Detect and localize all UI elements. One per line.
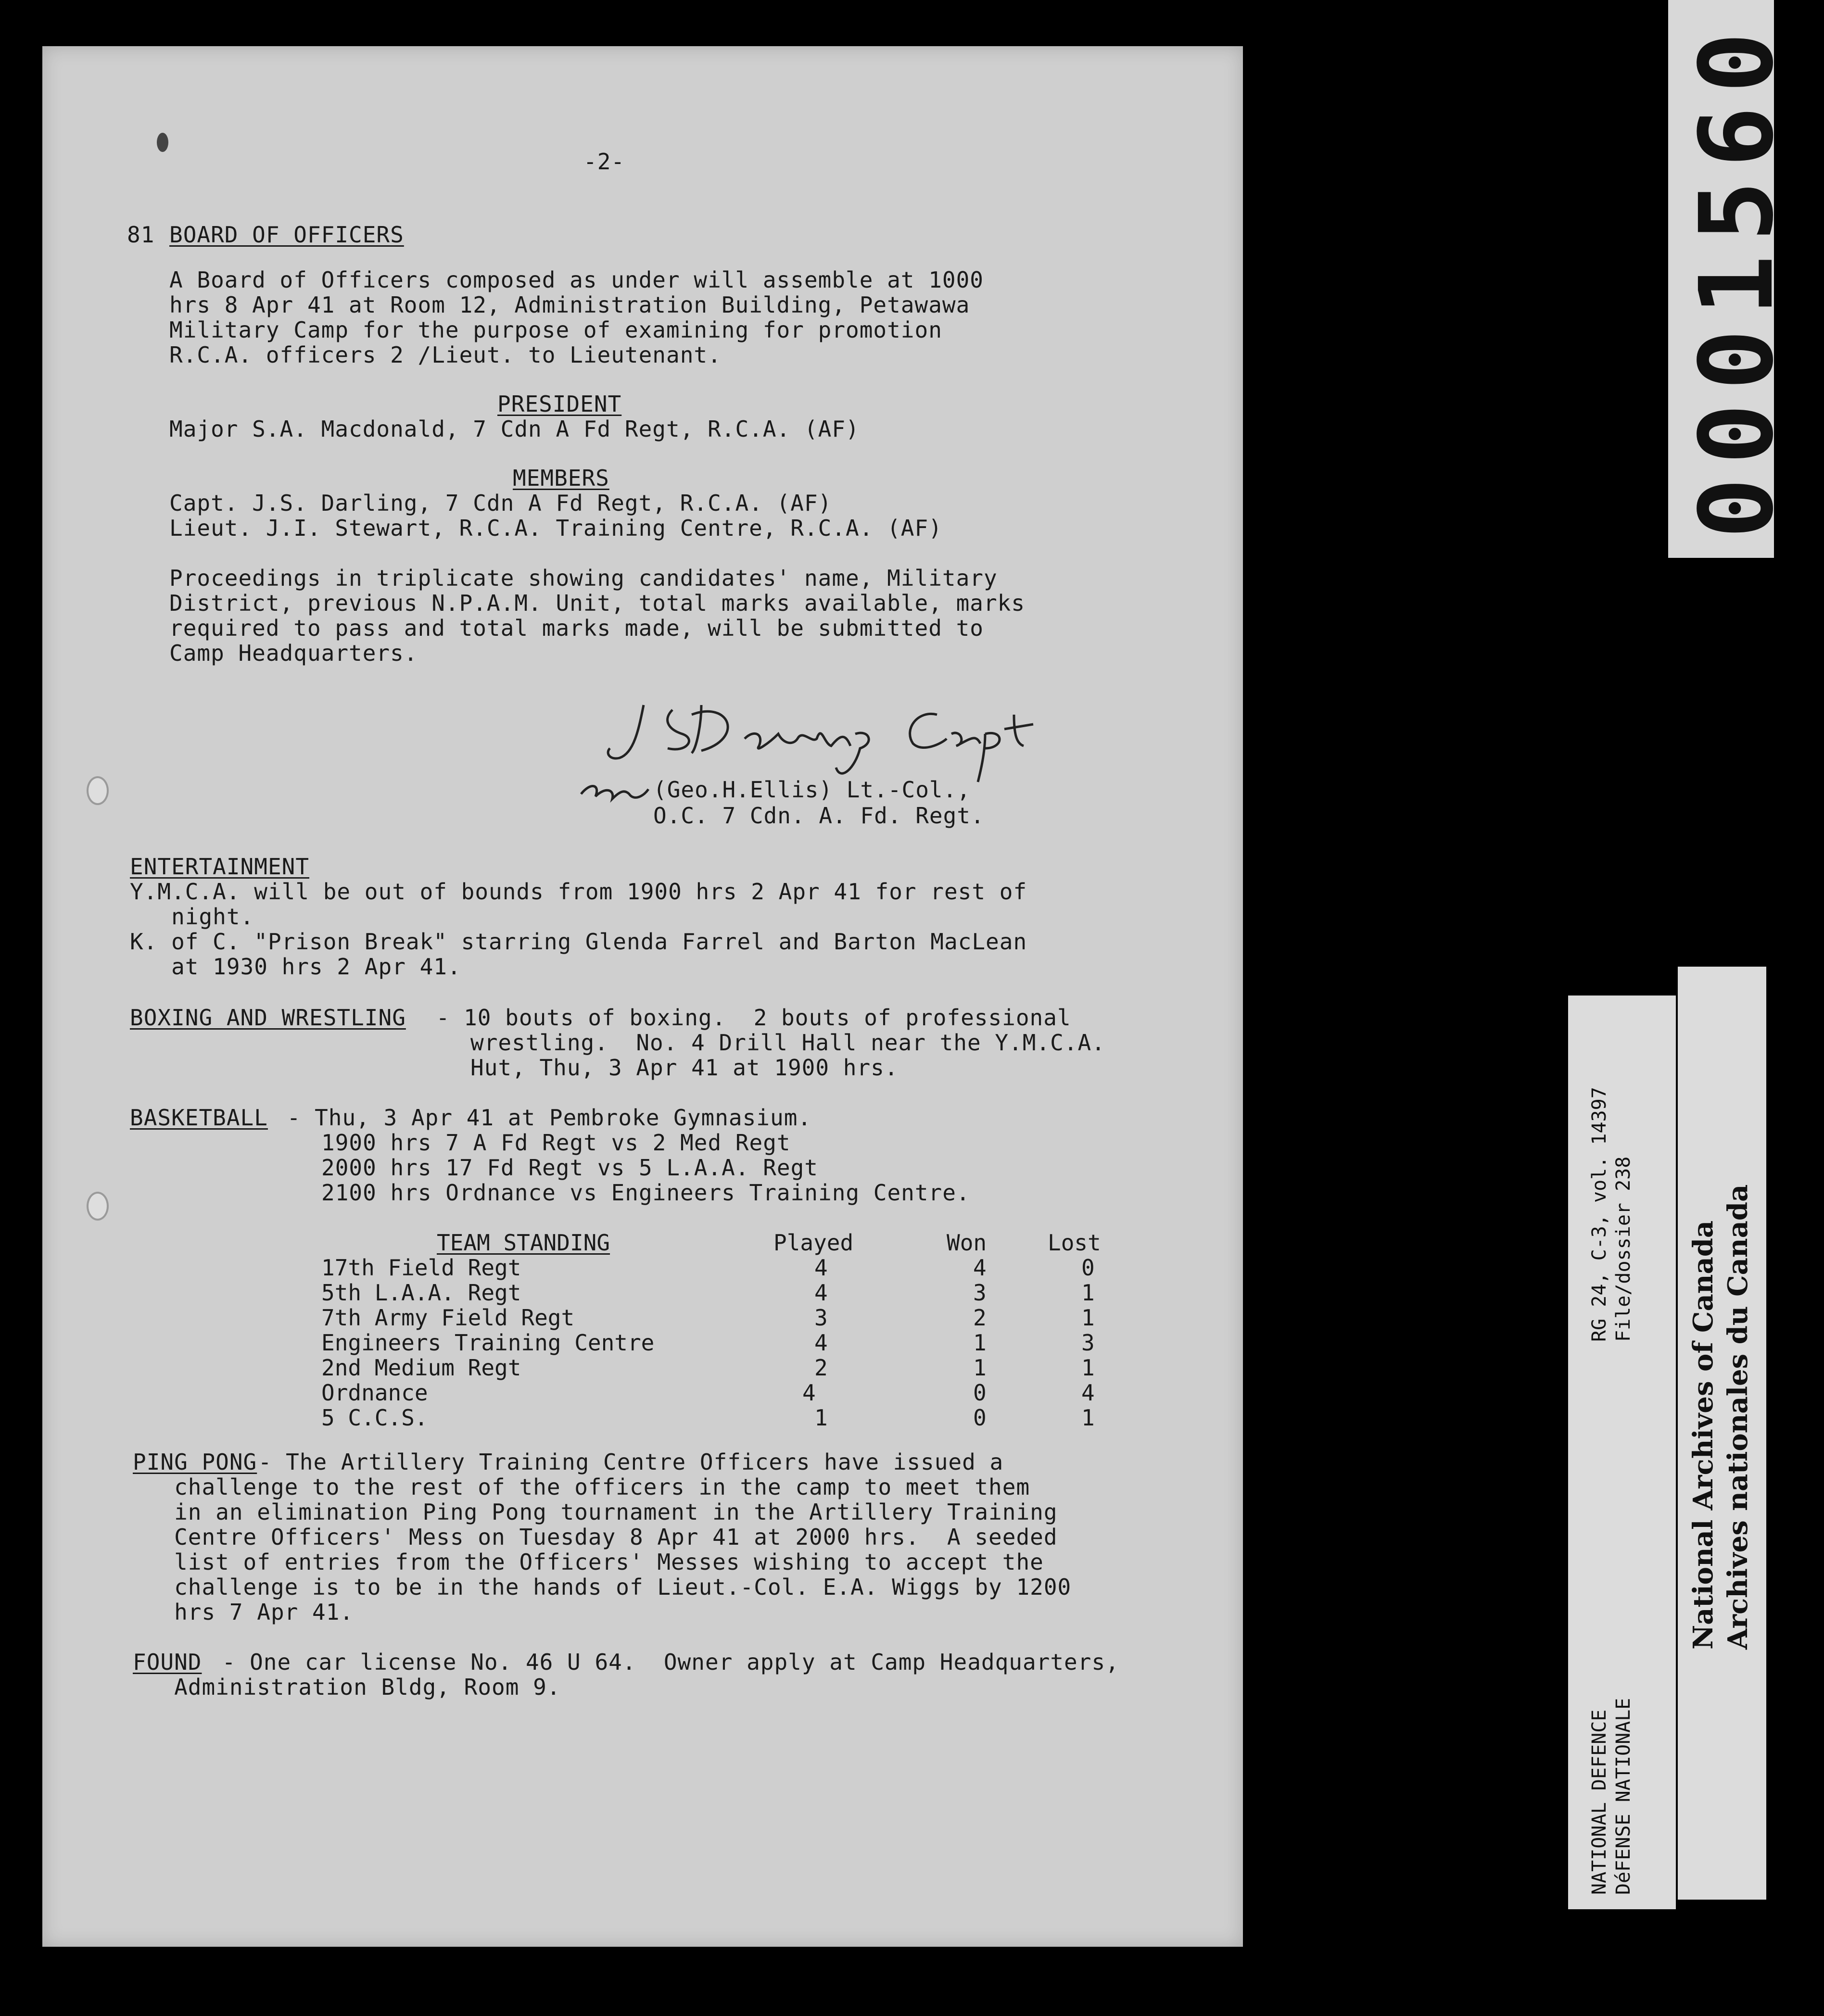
played-value: 4 [814, 1330, 828, 1356]
played-value: 2 [814, 1355, 828, 1381]
boxing-heading: BOXING AND WRESTLING [130, 1005, 406, 1031]
basketball-line: - Thu, 3 Apr 41 at Pembroke Gymnasium. [273, 1105, 812, 1131]
played-value: 4 [814, 1255, 828, 1281]
team-name: 17th Field Regt [321, 1255, 521, 1281]
archives-line: Archives nationales du Canada [1722, 1184, 1754, 1650]
lost-value: 4 [1081, 1380, 1095, 1406]
reference-line: File/dossier 238 [1612, 1156, 1634, 1342]
punch-hole-top [87, 776, 109, 805]
frame-number: 0001560 [1678, 18, 1796, 539]
board-line: hrs 8 Apr 41 at Room 12, Administration Building, Petawawa [169, 292, 970, 318]
entertainment-line: night. [130, 904, 254, 930]
signature-line: O.C. 7 Cdn. A. Fd. Regt. [653, 803, 985, 829]
board-line: A Board of Officers composed as under will assemble at 1000 [169, 267, 984, 293]
department-line: DéFENSE NATIONALE [1612, 1698, 1634, 1895]
page-number: -2- [583, 149, 625, 175]
lost-value: 0 [1081, 1255, 1095, 1281]
signature-line: (Geo.H.Ellis) Lt.-Col., [653, 777, 971, 803]
board-line: Military Camp for the purpose of examining for promotion [169, 317, 942, 343]
member-entry: Capt. J.S. Darling, 7 Cdn A Fd Regt, R.C.A. (AF) [169, 490, 832, 516]
standing-heading: TEAM STANDING [437, 1230, 610, 1256]
ping-pong-heading: PING PONG [133, 1449, 257, 1475]
found-line: Administration Bldg, Room 9. [133, 1674, 561, 1700]
ping-pong-line: challenge is to be in the hands of Lieut.-Col. E.A. Wiggs by 1200 [133, 1574, 1072, 1600]
entertainment-line: K. of C. "Prison Break" starring Glenda Farrel and Barton MacLean [130, 929, 1027, 955]
proceedings-line: Proceedings in triplicate showing candidates' name, Military [169, 565, 998, 591]
found-heading: FOUND [133, 1649, 202, 1675]
won-value: 0 [973, 1405, 987, 1431]
played-value: 4 [802, 1380, 816, 1406]
table-header-row [321, 1230, 1187, 1255]
item-number: 81 [127, 222, 155, 248]
found-line: - One car license No. 46 U 64. Owner apply at Camp Headquarters, [208, 1649, 1119, 1675]
table-row [321, 1280, 1187, 1305]
ping-pong-line: hrs 7 Apr 41. [133, 1599, 354, 1625]
won-value: 4 [973, 1255, 987, 1281]
frame-number-strip [1668, 0, 1796, 558]
team-name: 7th Army Field Regt [321, 1305, 575, 1331]
entertainment-heading: ENTERTAINMENT [130, 854, 310, 880]
proceedings-line: required to pass and total marks made, will be submitted to [169, 615, 984, 641]
reference-label [1568, 995, 1676, 1909]
proceedings-line: District, previous N.P.A.M. Unit, total marks available, marks [169, 590, 1026, 616]
col-lost: Lost [1048, 1230, 1101, 1256]
boxing-line: Hut, Thu, 3 Apr 41 at 1900 hrs. [470, 1055, 899, 1081]
col-played: Played [773, 1230, 854, 1256]
page-mark [157, 133, 168, 152]
lost-value: 3 [1081, 1330, 1095, 1356]
reference-line: RG 24, C-3, vol. 14397 [1588, 1087, 1610, 1342]
lost-value: 1 [1081, 1405, 1095, 1431]
team-standing-table [321, 1230, 1187, 1430]
basketball-heading: BASKETBALL [130, 1105, 268, 1131]
basketball-line: 2000 hrs 17 Fd Regt vs 5 L.A.A. Regt [321, 1155, 818, 1181]
played-value: 3 [814, 1305, 828, 1331]
table-row [321, 1330, 1187, 1355]
proceedings-line: Camp Headquarters. [169, 640, 418, 666]
lost-value: 1 [1081, 1280, 1095, 1306]
lost-value: 1 [1081, 1305, 1095, 1331]
played-value: 4 [814, 1280, 828, 1306]
member-entry: Lieut. J.I. Stewart, R.C.A. Training Centre, R.C.A. (AF) [169, 515, 942, 541]
table-row [321, 1380, 1187, 1405]
won-value: 1 [973, 1355, 987, 1381]
lost-value: 1 [1081, 1355, 1095, 1381]
members-heading: MEMBERS [513, 465, 609, 491]
team-name: 2nd Medium Regt [321, 1355, 521, 1381]
president-entry: Major S.A. Macdonald, 7 Cdn A Fd Regt, R.C.A. (AF) [169, 416, 860, 442]
entertainment-line: at 1930 hrs 2 Apr 41. [130, 954, 461, 980]
basketball-line: 2100 hrs Ordnance vs Engineers Training Centre. [321, 1180, 970, 1206]
boxing-line: wrestling. No. 4 Drill Hall near the Y.M.C.A. [470, 1030, 1105, 1056]
team-name: Ordnance [321, 1380, 428, 1406]
boxing-line: - 10 bouts of boxing. 2 bouts of professional [422, 1005, 1071, 1031]
col-won: Won [947, 1230, 987, 1256]
board-line: R.C.A. officers 2 /Lieut. to Lieutenant. [169, 342, 722, 368]
won-value: 0 [973, 1380, 987, 1406]
table-row [321, 1405, 1187, 1430]
document-page [42, 46, 1243, 1947]
table-row [321, 1355, 1187, 1380]
department-line: NATIONAL DEFENCE [1588, 1709, 1610, 1895]
team-name: 5 C.C.S. [321, 1405, 428, 1431]
signature-for [574, 777, 615, 802]
archives-line: National Archives of Canada [1687, 1220, 1719, 1650]
ping-pong-line: in an elimination Ping Pong tournament in the Artillery Training [133, 1499, 1058, 1525]
ping-pong-line: - The Artillery Training Centre Officers have issued a [244, 1449, 1004, 1475]
table-row [321, 1255, 1187, 1280]
board-heading: BOARD OF OFFICERS [169, 222, 404, 248]
played-value: 1 [814, 1405, 828, 1431]
entertainment-line: Y.M.C.A. will be out of bounds from 1900 hrs 2 Apr 41 for rest of [130, 879, 1027, 905]
team-name: Engineers Training Centre [321, 1330, 655, 1356]
won-value: 2 [973, 1305, 987, 1331]
punch-hole-bottom [87, 1192, 109, 1221]
archives-label [1678, 967, 1766, 1900]
ping-pong-line: Centre Officers' Mess on Tuesday 8 Apr 41 at 2000 hrs. A seeded [133, 1524, 1058, 1550]
ping-pong-line: challenge to the rest of the officers in the camp to meet them [133, 1474, 1030, 1500]
won-value: 3 [973, 1280, 987, 1306]
ping-pong-line: list of entries from the Officers' Messes wishing to accept the [133, 1549, 1044, 1575]
basketball-line: 1900 hrs 7 A Fd Regt vs 2 Med Regt [321, 1130, 791, 1156]
table-row [321, 1305, 1187, 1330]
won-value: 1 [973, 1330, 987, 1356]
president-heading: PRESIDENT [497, 391, 622, 417]
team-name: 5th L.A.A. Regt [321, 1280, 521, 1306]
signature-text [620, 695, 813, 720]
